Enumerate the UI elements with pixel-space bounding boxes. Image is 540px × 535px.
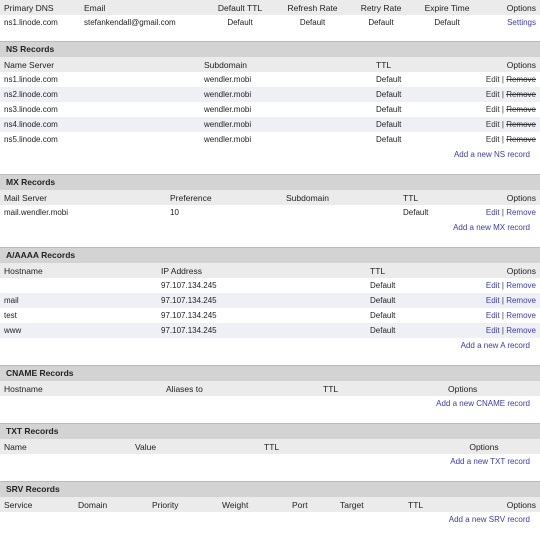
txt-col-value: Value [135, 441, 157, 452]
a-options-separator: | [501, 326, 504, 335]
ns-remove-link[interactable]: Remove [506, 105, 536, 114]
ns-options-cell [472, 132, 540, 147]
ns-edit-link[interactable]: Edit [485, 90, 500, 99]
add-cname-record-row [0, 396, 540, 411]
add-a-record-link[interactable]: Add a new A record [460, 341, 530, 350]
ns-options-cell [472, 72, 540, 87]
a-cell: Default [370, 311, 396, 320]
cname-col-options: Options [448, 383, 478, 394]
add-mx-record-row [0, 220, 540, 235]
mx-edit-link[interactable]: Edit [485, 208, 500, 217]
a-options-separator: | [501, 281, 504, 290]
a-records-table [0, 263, 540, 338]
primary-dns-value: ns1.linode.com [4, 18, 58, 27]
add-ns-record-link[interactable]: Add a new NS record [453, 150, 530, 159]
ns-cell: ns3.linode.com [4, 105, 58, 114]
ns-col-options: Options [506, 59, 536, 70]
col-refresh-rate: Refresh Rate [287, 2, 338, 13]
ns-remove-link[interactable]: Remove [506, 135, 536, 144]
srv-col-weight: Weight [222, 499, 249, 510]
email-value: stefankendall@gmail.com [84, 18, 176, 27]
a-col-ttl: TTL [370, 265, 386, 276]
a-remove-link[interactable]: Remove [506, 311, 536, 320]
zone-summary-header [0, 0, 540, 15]
add-srv-record-row [0, 512, 540, 527]
a-record-row [0, 293, 540, 308]
ns-cell: ns2.linode.com [4, 90, 58, 99]
txt-col-ttl: TTL [264, 441, 280, 452]
ns-header-row [0, 57, 540, 72]
ns-edit-link[interactable]: Edit [485, 135, 500, 144]
cname-records-table [0, 381, 540, 396]
cname-col-hostname: Hostname [4, 383, 43, 394]
a-record-row [0, 323, 540, 338]
srv-col-ttl: TTL [408, 499, 424, 510]
zone-summary-row [0, 15, 540, 30]
srv-header-row [0, 497, 540, 512]
mx-cell: 10 [170, 208, 179, 217]
txt-col-options: Options [469, 441, 499, 452]
ns-options-separator: | [501, 120, 504, 129]
settings-link[interactable]: Settings [507, 18, 536, 27]
cname-records-title: CNAME Records [0, 365, 540, 381]
a-col-options: Options [506, 265, 536, 276]
a-cell: www [4, 326, 22, 335]
a-cell: Default [370, 296, 396, 305]
a-edit-link[interactable]: Edit [485, 296, 500, 305]
a-options-separator: | [501, 311, 504, 320]
ns-options-separator: | [501, 90, 504, 99]
srv-col-priority: Priority [152, 499, 179, 510]
a-options-cell [474, 308, 540, 323]
ns-records-title: NS Records [0, 41, 540, 57]
ns-cell: ns5.linode.com [4, 135, 58, 144]
a-options-cell [474, 278, 540, 293]
ns-col-subdomain: Subdomain [204, 59, 248, 70]
ns-record-row [0, 132, 540, 147]
mx-cell: mail.wendler.mobi [4, 208, 69, 217]
ns-options-separator: | [501, 135, 504, 144]
add-srv-record-link[interactable]: Add a new SRV record [448, 515, 530, 524]
ns-record-row [0, 117, 540, 132]
ns-remove-link[interactable]: Remove [506, 90, 536, 99]
a-edit-link[interactable]: Edit [485, 281, 500, 290]
add-a-record-row [0, 338, 540, 353]
a-cell: Default [370, 326, 396, 335]
ns-cell: Default [376, 135, 402, 144]
settings-cell [482, 15, 540, 30]
ns-options-cell [472, 117, 540, 132]
mx-options-separator: | [501, 208, 504, 217]
col-options: Options [506, 2, 536, 13]
a-remove-link[interactable]: Remove [506, 281, 536, 290]
srv-col-target: Target [340, 499, 364, 510]
ns-cell: Default [376, 105, 402, 114]
mx-cell [282, 205, 399, 220]
ns-cell: wendler.mobi [204, 135, 252, 144]
ns-cell: wendler.mobi [204, 120, 252, 129]
ns-record-row [0, 72, 540, 87]
a-records-title: A/AAAA Records [0, 247, 540, 263]
srv-records-table [0, 497, 540, 512]
ns-record-row [0, 102, 540, 117]
a-record-row [0, 278, 540, 293]
ns-col-ttl: TTL [376, 59, 392, 70]
expire-time-value: Default [434, 18, 460, 27]
a-cell [0, 278, 157, 293]
default-ttl-value: Default [227, 18, 253, 27]
a-cell: Default [370, 281, 396, 290]
ns-cell: ns4.linode.com [4, 120, 58, 129]
add-txt-record-row [0, 454, 540, 469]
cname-col-aliases-to: Aliases to [166, 383, 203, 394]
mx-header-row [0, 190, 540, 205]
mx-records-table [0, 190, 540, 220]
a-options-cell [474, 293, 540, 308]
ns-edit-link[interactable]: Edit [485, 105, 500, 114]
mx-options-cell [476, 205, 540, 220]
a-header-row [0, 263, 540, 278]
a-cell: 97.107.134.245 [161, 326, 217, 335]
srv-records-title: SRV Records [0, 481, 540, 497]
col-primary-dns: Primary DNS [4, 2, 54, 13]
ns-remove-link[interactable]: Remove [506, 75, 536, 84]
txt-col-name: Name [4, 441, 27, 452]
a-cell: 97.107.134.245 [161, 296, 217, 305]
mx-col-ttl: TTL [403, 192, 419, 203]
col-retry-rate: Retry Rate [360, 2, 402, 13]
a-cell: test [4, 311, 17, 320]
a-record-row [0, 308, 540, 323]
mx-col-subdomain: Subdomain [286, 192, 330, 203]
ns-cell: Default [376, 75, 402, 84]
a-col-ip-address: IP Address [161, 265, 202, 276]
ns-cell: wendler.mobi [204, 105, 252, 114]
srv-col-domain: Domain [78, 499, 108, 510]
ns-remove-link[interactable]: Remove [506, 120, 536, 129]
ns-cell: Default [376, 90, 402, 99]
a-edit-link[interactable]: Edit [485, 326, 500, 335]
a-options-cell [474, 323, 540, 338]
a-cell: 97.107.134.245 [161, 311, 217, 320]
a-options-separator: | [501, 296, 504, 305]
mx-records-title: MX Records [0, 174, 540, 190]
cname-header-row [0, 381, 540, 396]
ns-col-name-server: Name Server [4, 59, 55, 70]
col-default-ttl: Default TTL [217, 2, 263, 13]
ns-cell: wendler.mobi [204, 75, 252, 84]
a-remove-link[interactable]: Remove [506, 326, 536, 335]
mx-col-options: Options [506, 192, 536, 203]
ns-records-table [0, 57, 540, 147]
ns-record-row [0, 87, 540, 102]
a-remove-link[interactable]: Remove [506, 296, 536, 305]
ns-options-separator: | [501, 105, 504, 114]
srv-col-service: Service [4, 499, 33, 510]
srv-col-port: Port [292, 499, 308, 510]
col-email: Email [84, 2, 106, 13]
mx-col-mail-server: Mail Server [4, 192, 47, 203]
txt-records-table [0, 439, 540, 454]
add-txt-record-link[interactable]: Add a new TXT record [450, 457, 530, 466]
ns-edit-link[interactable]: Edit [485, 75, 500, 84]
cname-col-ttl: TTL [323, 383, 339, 394]
ns-options-cell [472, 87, 540, 102]
mx-col-preference: Preference [170, 192, 212, 203]
a-cell: mail [4, 296, 19, 305]
a-col-hostname: Hostname [4, 265, 43, 276]
ns-cell: Default [376, 120, 402, 129]
add-cname-record-link[interactable]: Add a new CNAME record [436, 399, 530, 408]
mx-record-row [0, 205, 540, 220]
a-cell: 97.107.134.245 [161, 281, 217, 290]
ns-options-separator: | [501, 75, 504, 84]
txt-records-title: TXT Records [0, 423, 540, 439]
zone-summary-table [0, 0, 540, 30]
col-expire-time: Expire Time [424, 2, 470, 13]
ns-options-cell [472, 102, 540, 117]
srv-col-options: Options [506, 499, 536, 510]
ns-edit-link[interactable]: Edit [485, 120, 500, 129]
refresh-rate-value: Default [299, 18, 326, 27]
mx-cell: Default [403, 208, 429, 217]
ns-cell: ns1.linode.com [4, 75, 58, 84]
add-mx-record-link[interactable]: Add a new MX record [453, 223, 530, 232]
ns-cell: wendler.mobi [204, 90, 252, 99]
retry-rate-value: Default [368, 18, 394, 27]
txt-header-row [0, 439, 540, 454]
mx-remove-link[interactable]: Remove [506, 208, 536, 217]
a-edit-link[interactable]: Edit [485, 311, 500, 320]
add-ns-record-row [0, 147, 540, 162]
